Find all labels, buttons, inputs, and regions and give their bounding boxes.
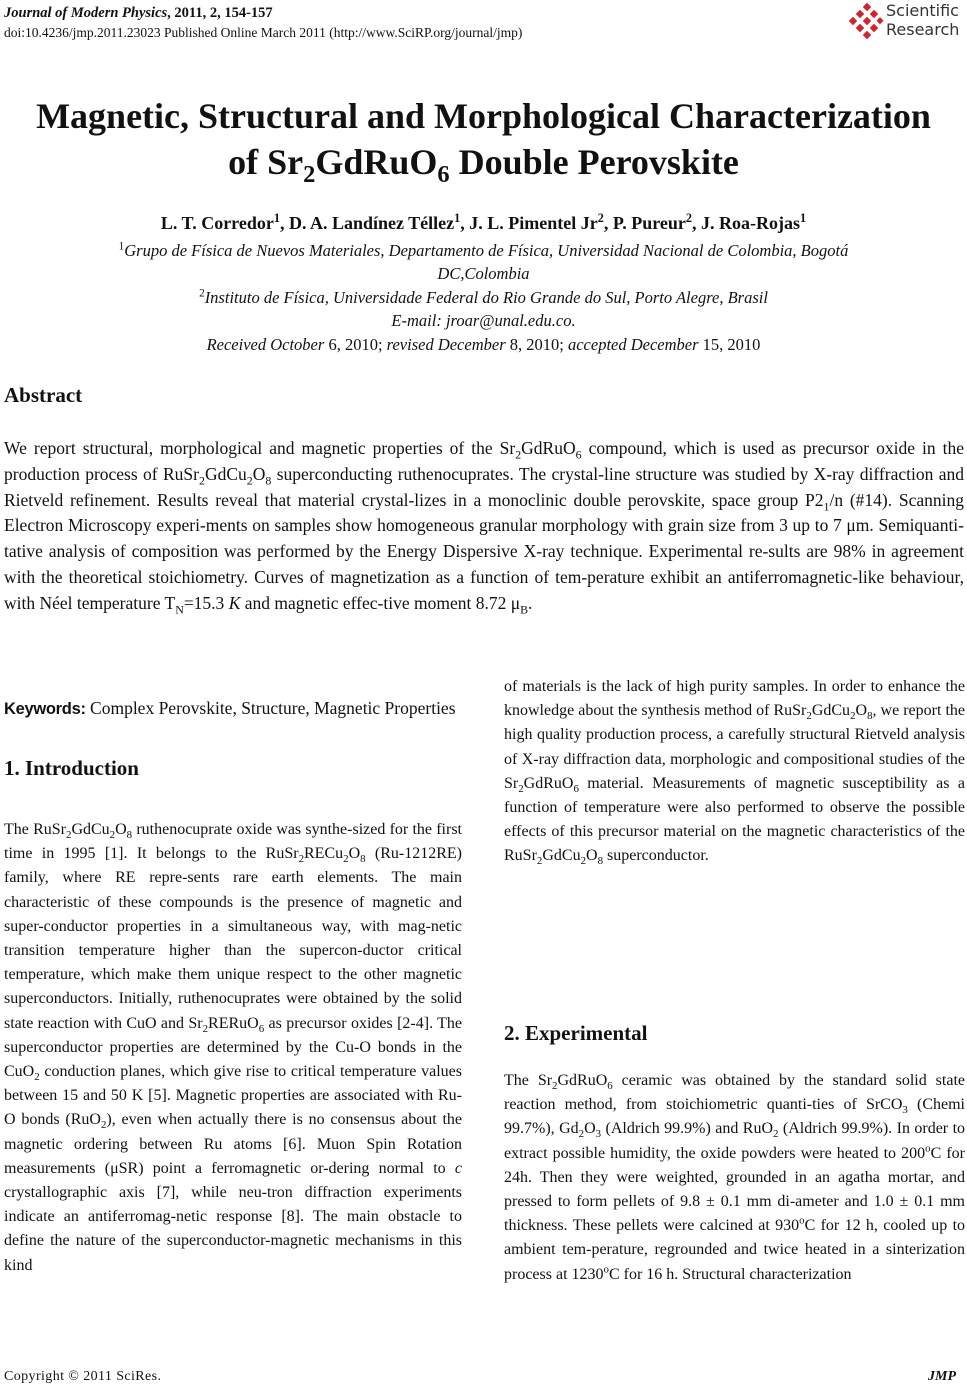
introduction-body-right: of materials is the lack of high purity samples. In order to enhance the knowledge about the synthesis method of $RuSr_2GdCu_2O_8$, we report the high quality production process, a carefully structural Rietveld analysis of X-ray diffraction data, morphologic and compositional studies of the $Sr_2GdRuO_6$ material. Measurements of magnetic susceptibility as a function of temperature were also performed to observe the possible effects of this precursor material on the magnetic characteristics of the $RuSr_2GdCu_2O_8$ superconductor.	[504, 678, 966, 868]
affiliation-1: $^1$Grupo de Física de Nuevos Materiales, Departamento de Física, Universidad Nacional de Colombia, Bogotá	[118, 240, 849, 260]
abstract-body: We report structural, morphological and magnetic properties of the $Sr_2GdRuO_6$ compound, which is used as precursor oxide in the production process of $RuSr_2GdCu_2O_8$ superconducting ruthenocuprates. The crystal-line structure was studied by X-ray diffraction and Rietveld refinement. Results reveal that material crystal-lizes in a monoclinic double perovskite, space group $P2_1/n$ (#14). Scanning Electron Microscopy experi-ments on samples show homogeneous granular morphology with grain size from 3 up to 7 μm. Semiquanti-tative analysis of composition was performed by the Energy Dispersive X-ray technique. Experimental re-sults are 98% in agreement with the theoretical stoichiometry. Curves of magnetization as a function of tem-perature exhibit an antiferromagnetic-like behaviour, with Néel temperature $T_N=15.3$ K and magnetic effec-tive moment 8.72 $\mu_B$.	[4, 438, 964, 617]
paper-title	[0, 93, 967, 189]
introduction-body-left: The $RuSr_2GdCu_2O_8$ ruthenocuprate oxide was synthe-sized for the first time in 1995 [1]. It belongs to the $RuSr_2RECu_2O_8$ (Ru-1212RE) family, where RE repre-sents rare earth elements. The main characteristic of these compounds is the presence of magnetic and super-conductor properties in a simultaneous way, with mag-netic transition temperature higher than the supercon-ductor critical temperature, which make them unique respect to the other magnetic superconductors. Initially, ruthenocuprates were obtained by the solid state reaction with CuO and $Sr_2RERuO_6$ as precursor oxides [2-4]. The superconductor properties are determined by the Cu-O bonds in the CuO$_2$ conduction planes, which give rise to critical temperature values between 15 and 50 K [5]. Magnetic properties are associated with Ru-O bonds (RuO$_2$), even when actually there is no consensus about the magnetic ordering between Ru atoms [6]. Muon Spin Rotation measurements (μSR) point a ferromagnetic or-dering normal to c crystallographic axis [7], while neu-tron diffraction experiments indicate an antiferromag-netic response [8]. The main obstacle to define the nature of the superconductor-magnetic mechanisms in this kind	[4, 821, 462, 1274]
experimental-heading: 2. Experimental	[504, 1021, 648, 1045]
affiliation-2: $^2$Instituto de Física, Universidade Federal do Rio Grande do Sul, Porto Alegre, Brasil	[199, 287, 768, 307]
keywords-line	[4, 696, 456, 721]
experimental-body: The $Sr_2GdRuO_6$ ceramic was obtained by the standard solid state reaction method, from stoichiometric quanti-ties of SrCO$_3$ (Chemi 99.7%), $Gd_2O_3$ (Aldrich 99.9%) and RuO$_2$ (Aldrich 99.9%). In order to extract possible humidity, the oxide powders were heated to 200$^o$C for 24h. Then they were weighted, grounded in an agatha mortar, and pressed to form pellets of 9.8 ± 0.1 mm di-ameter and 1.0 ± 0.1 mm thickness. These pellets were calcined at 930$^o$C for 12 h, cooled up to ambient tem-perature, regrounded and twice heated in a sinterization process at 1230$^o$C for 16 h. Structural characterization	[504, 1072, 966, 1283]
email-line: E-mail: jroar@unal.edu.co.	[391, 311, 576, 330]
copyright-footer: Copyright © 2011 SciRes.	[4, 1369, 162, 1384]
title-line-1: Magnetic, Structural and Morphological Characterization	[36, 96, 931, 136]
logo-line-2: Research	[886, 20, 960, 39]
journal-volume-pages: , 2011, 2, 154-157	[167, 5, 273, 21]
logo-diamond-icon	[848, 2, 886, 42]
journal-name: Journal of Modern Physics	[4, 5, 168, 21]
journal-abbreviation: JMP	[928, 1369, 956, 1384]
logo-line-1: Scientific	[886, 1, 959, 20]
keywords-label: Keywords:	[4, 700, 86, 718]
logo-text	[886, 1, 959, 39]
journal-citation	[4, 4, 273, 22]
title-line-2: of $Sr_2GdRuO_6$ Double Perovskite	[228, 142, 739, 189]
abstract-heading: Abstract	[4, 383, 83, 407]
scientific-research-logo	[848, 0, 967, 44]
doi-line: doi:10.4236/jmp.2011.23023 Published Online March 2011 (http://www.SciRP.org/journal/jmp)	[4, 25, 523, 40]
keywords-value: Complex Perovskite, Structure, Magnetic Properties	[85, 698, 456, 718]
author-list: L. T. Corredor$^1$, D. A. Landínez Téllez$^1$, J. L. Pimentel Jr$^2$, P. Pureur$^2$, J. Roa-Rojas$^1$	[160, 211, 807, 233]
affiliation-1-cont: DC,Colombia	[437, 264, 530, 283]
introduction-heading: 1. Introduction	[4, 756, 139, 780]
received-dates: Received October 6, 2010; revised December 8, 2010; accepted December 15, 2010	[206, 335, 761, 354]
